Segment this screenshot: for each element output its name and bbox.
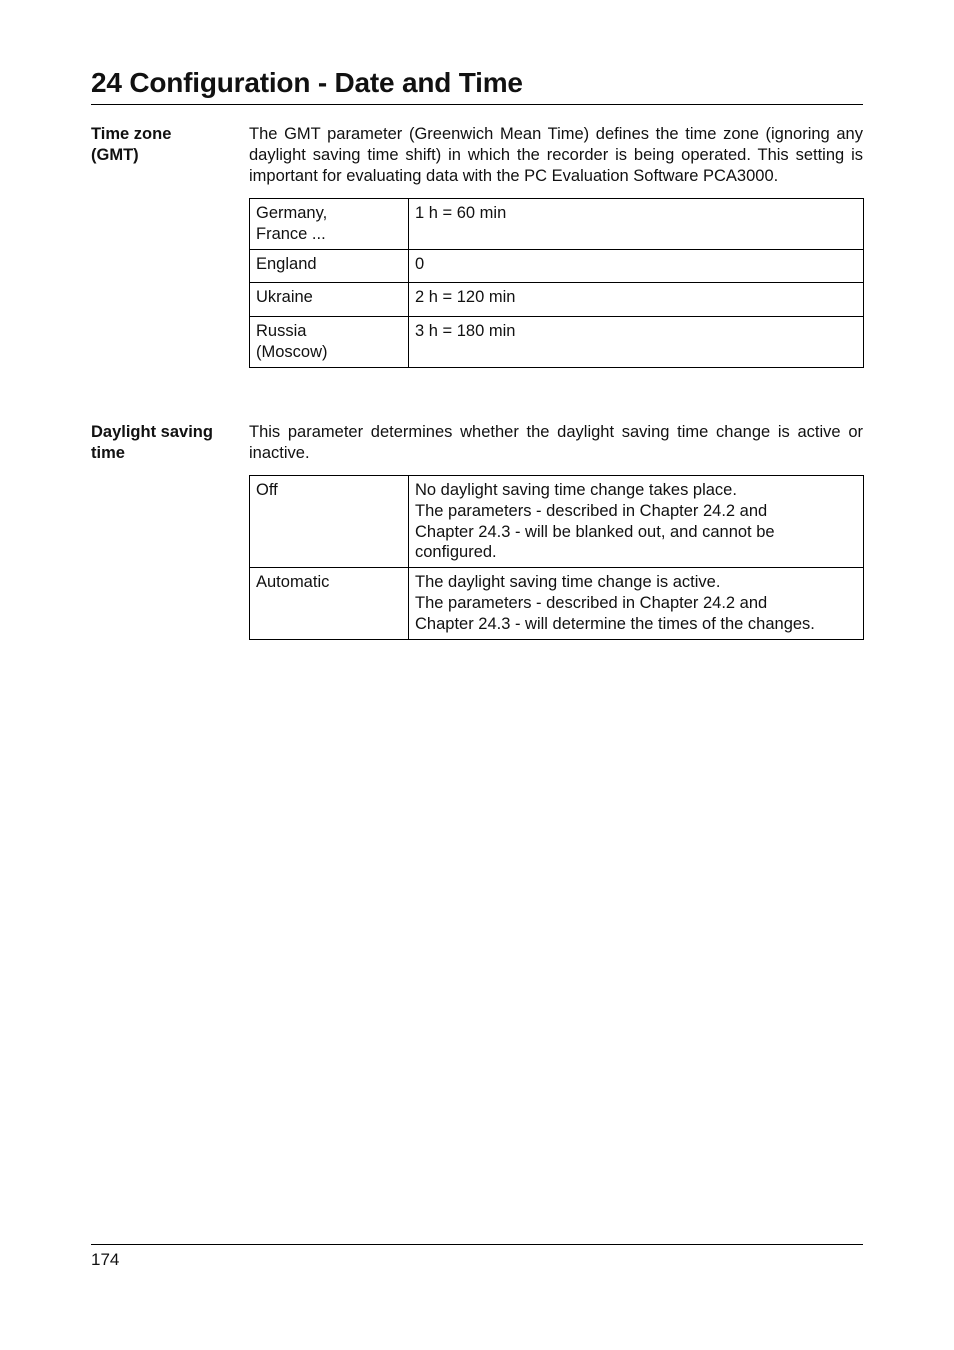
footer-divider bbox=[91, 1244, 863, 1245]
daylight-saving-label: Daylight saving time bbox=[91, 423, 213, 462]
offset-cell: 2 h = 120 min bbox=[409, 283, 864, 317]
table-row bbox=[250, 568, 864, 639]
region-cell: Germany, France ... bbox=[250, 199, 409, 250]
table-row bbox=[250, 283, 864, 317]
region-cell: Russia (Moscow) bbox=[250, 317, 409, 368]
region-cell: England bbox=[250, 249, 409, 283]
time-zone-label: Time zone (GMT) bbox=[91, 125, 172, 164]
table-row bbox=[250, 249, 864, 283]
offset-cell: 0 bbox=[409, 249, 864, 283]
region-cell: Ukraine bbox=[250, 283, 409, 317]
setting-cell: Off bbox=[250, 476, 409, 568]
offset-cell: 3 h = 180 min bbox=[409, 317, 864, 368]
explanation-cell: No daylight saving time change takes place. The parameters - described in Chapter 24.2 and Chapter 24.3 - will be blanked out, and cannot be configured. bbox=[409, 476, 864, 568]
setting-cell: Automatic bbox=[250, 568, 409, 639]
explanation-cell: The daylight saving time change is active. The parameters - described in Chapter 24.2 and Chapter 24.3 - will determine the times of the changes. bbox=[409, 568, 864, 639]
time-zone-description: The GMT parameter (Greenwich Mean Time) defines the time zone (ignoring any daylight saving time shift) in which the recorder is being operated. This setting is important for evaluating data with the PC Evaluation Software PCA3000. bbox=[249, 125, 863, 185]
table-row bbox=[250, 476, 864, 568]
page-title: 24 Configuration - Date and Time bbox=[91, 64, 863, 105]
time-zone-content bbox=[249, 124, 863, 368]
daylight-saving-table bbox=[249, 475, 864, 640]
table-row bbox=[250, 317, 864, 368]
time-zone-table bbox=[249, 198, 864, 368]
offset-cell: 1 h = 60 min bbox=[409, 199, 864, 250]
daylight-saving-description: This parameter determines whether the daylight saving time change is active or inactive. bbox=[249, 423, 863, 462]
daylight-saving-content bbox=[249, 422, 863, 640]
page-number: 174 bbox=[91, 1250, 120, 1269]
table-row bbox=[250, 199, 864, 250]
